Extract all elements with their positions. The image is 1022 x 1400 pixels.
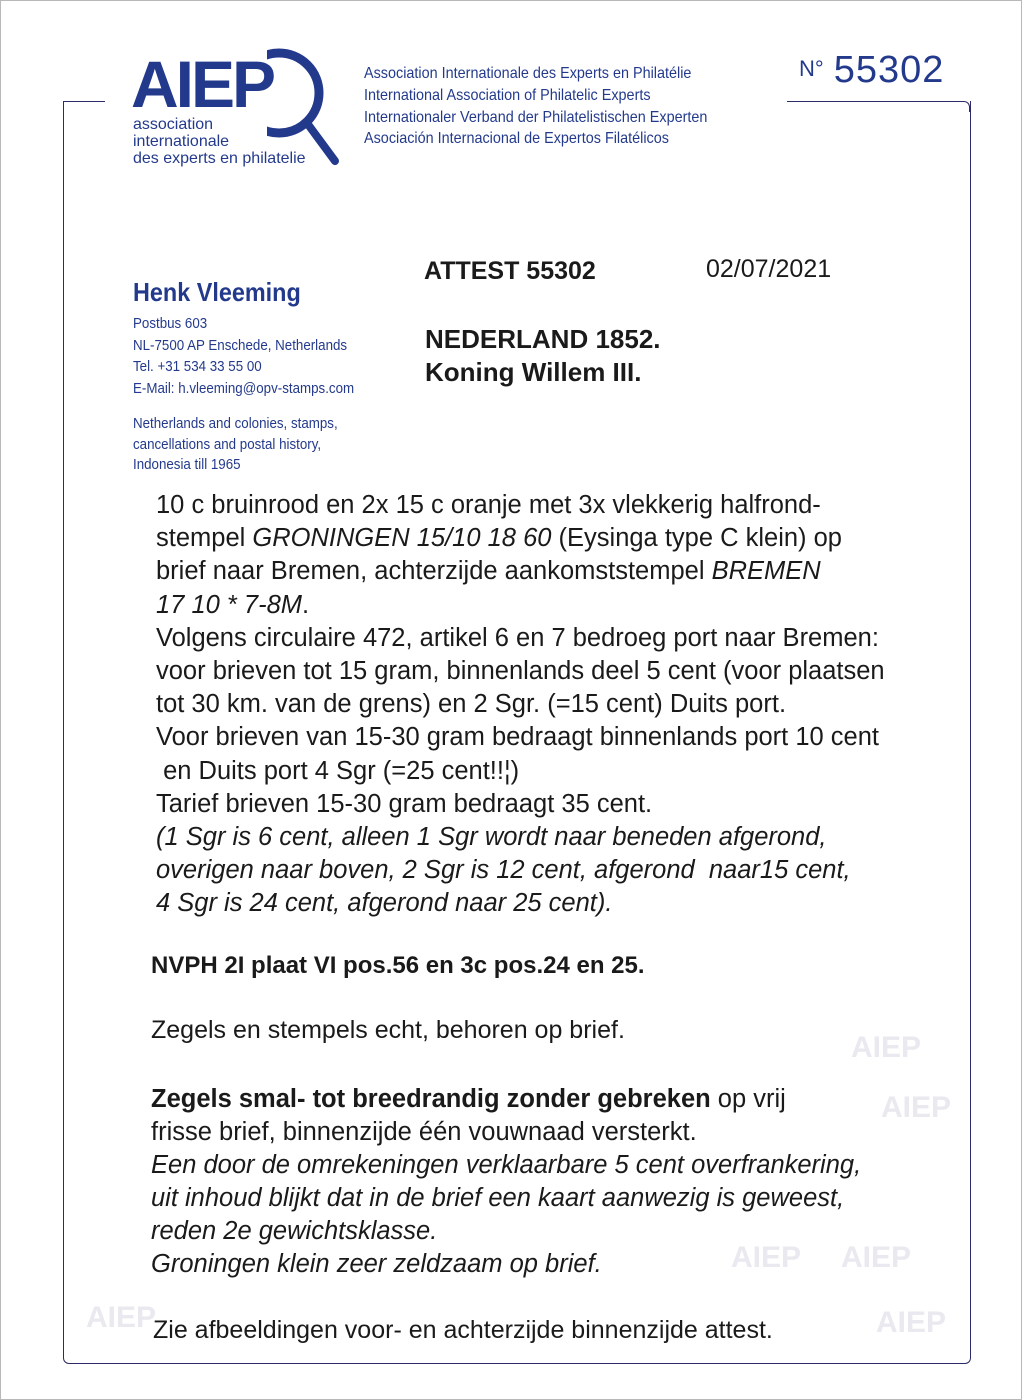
watermark-logo: AIEP [881,1091,952,1124]
number-prefix: N° [799,56,824,81]
condition-statement [151,1083,861,1281]
description-line: Tarief brieven 15-30 gram bedraagt 35 cent. [156,789,653,818]
description-line: en Duits port 4 Sgr (=25 cent!!¦) [156,756,520,785]
postmark-text: GRONINGEN 15/10 18 60 [252,524,552,553]
footer-note: Zie afbeeldingen voor- en achterzijde binnenzijde attest. [153,1316,773,1344]
description-line: 17 10 * 7-8M. [156,590,310,619]
description-line: tot 30 km. van de grens) en 2 Sgr. (=15 cent) Duits port. [156,690,787,719]
description-line: Voor brieven van 15-30 gram bedraagt binnenlands port 10 cent [156,723,879,752]
description-line: (1 Sgr is 6 cent, alleen 1 Sgr wordt naar beneden afgerond, [156,822,827,851]
description-line: 4 Sgr is 24 cent, afgerond naar 25 cent). [156,889,613,918]
condition-line: uit inhoud blijkt dat in de brief een kaart aanwezig is geweest, [151,1184,845,1212]
address-line: NL-7500 AP Enschede, Netherlands [133,337,348,354]
watermark-logo: AIEP [851,1031,922,1064]
condition-line: Een door de omrekeningen verklaarbare 5 cent overfrankering, [151,1151,862,1179]
association-name-es: Asociación Internacional de Expertos Filatélicos [364,130,669,148]
certificate-number [799,49,944,92]
condition-line: frisse brief, binnenzijde één vouwnaad versterkt. [151,1118,697,1146]
specialty-line: cancellations and postal history, [133,436,322,453]
subject-heading [425,323,661,389]
expert-info [133,277,373,476]
expert-address [133,314,354,400]
description-line: overigen naar boven, 2 Sgr is 12 cent, afgerond naar15 cent, [156,856,851,885]
address-line: Postbus 603 [133,316,208,332]
phone-line: Tel. +31 534 33 55 00 [133,359,262,375]
description-line: stempel GRONINGEN 15/10 18 60 (Eysinga type C klein) op [156,524,842,553]
description-line: Volgens circulaire 472, artikel 6 en 7 bedroeg port naar Bremen: [156,623,879,652]
description-line: voor brieven tot 15 gram, binnenlands deel 5 cent (voor plaatsen [156,656,885,685]
watermark-logo: AIEP [86,1301,157,1334]
logo-line-2: internationale [133,133,230,150]
aiep-logo [131,37,341,177]
description-line: brief naar Bremen, achterzijde aankomststempel BREMEN [156,557,821,586]
email-line: E-Mail: h.vleeming@opv-stamps.com [133,380,355,397]
association-name-de: Internationaler Verband der Philatelistischen Experten [364,108,708,126]
condition-line: reden 2e gewichtsklasse. [151,1217,438,1245]
subject-issue: Koning Willem III. [425,357,642,387]
watermark-logo: AIEP [876,1306,947,1339]
attest-title: ATTEST 55302 [424,257,596,285]
description-line: 10 c bruinrood en 2x 15 c oranje met 3x vlekkerig halfrond- [156,491,821,519]
watermark-logo: AIEP [731,1241,802,1274]
subject-country: NEDERLAND 1852. [425,324,661,354]
arrival-postmark-text: BREMEN [711,557,821,586]
genuine-statement: Zegels en stempels echt, behoren op brief. [151,1016,625,1044]
description [156,489,976,920]
specialty-line: Netherlands and colonies, stamps, [133,416,338,432]
number-value: 55302 [833,49,945,91]
association-name-fr: Association Internationale des Experts en Philatélie [364,65,692,82]
logo-wordmark: AIEP [131,47,274,121]
association-names [364,63,746,150]
condition-line: Groningen klein zeer zeldzaam op brief. [151,1250,602,1278]
condition-line: Zegels smal- tot breedrandig zonder gebreken op vrij [151,1085,786,1113]
attest-date: 02/07/2021 [706,255,832,283]
logo-line-3: des experts en philatelie [133,150,306,167]
catalogue-reference: NVPH 2I plaat VI pos.56 en 3c pos.24 en 25. [151,952,645,979]
expert-specialty [133,414,354,476]
logo-line-1: association [133,116,214,133]
watermark-logo: AIEP [841,1241,912,1274]
expert-name: Henk Vleeming [133,277,301,307]
specialty-line: Indonesia till 1965 [133,457,241,473]
association-name-en: International Association of Philatelic Experts [364,86,651,104]
